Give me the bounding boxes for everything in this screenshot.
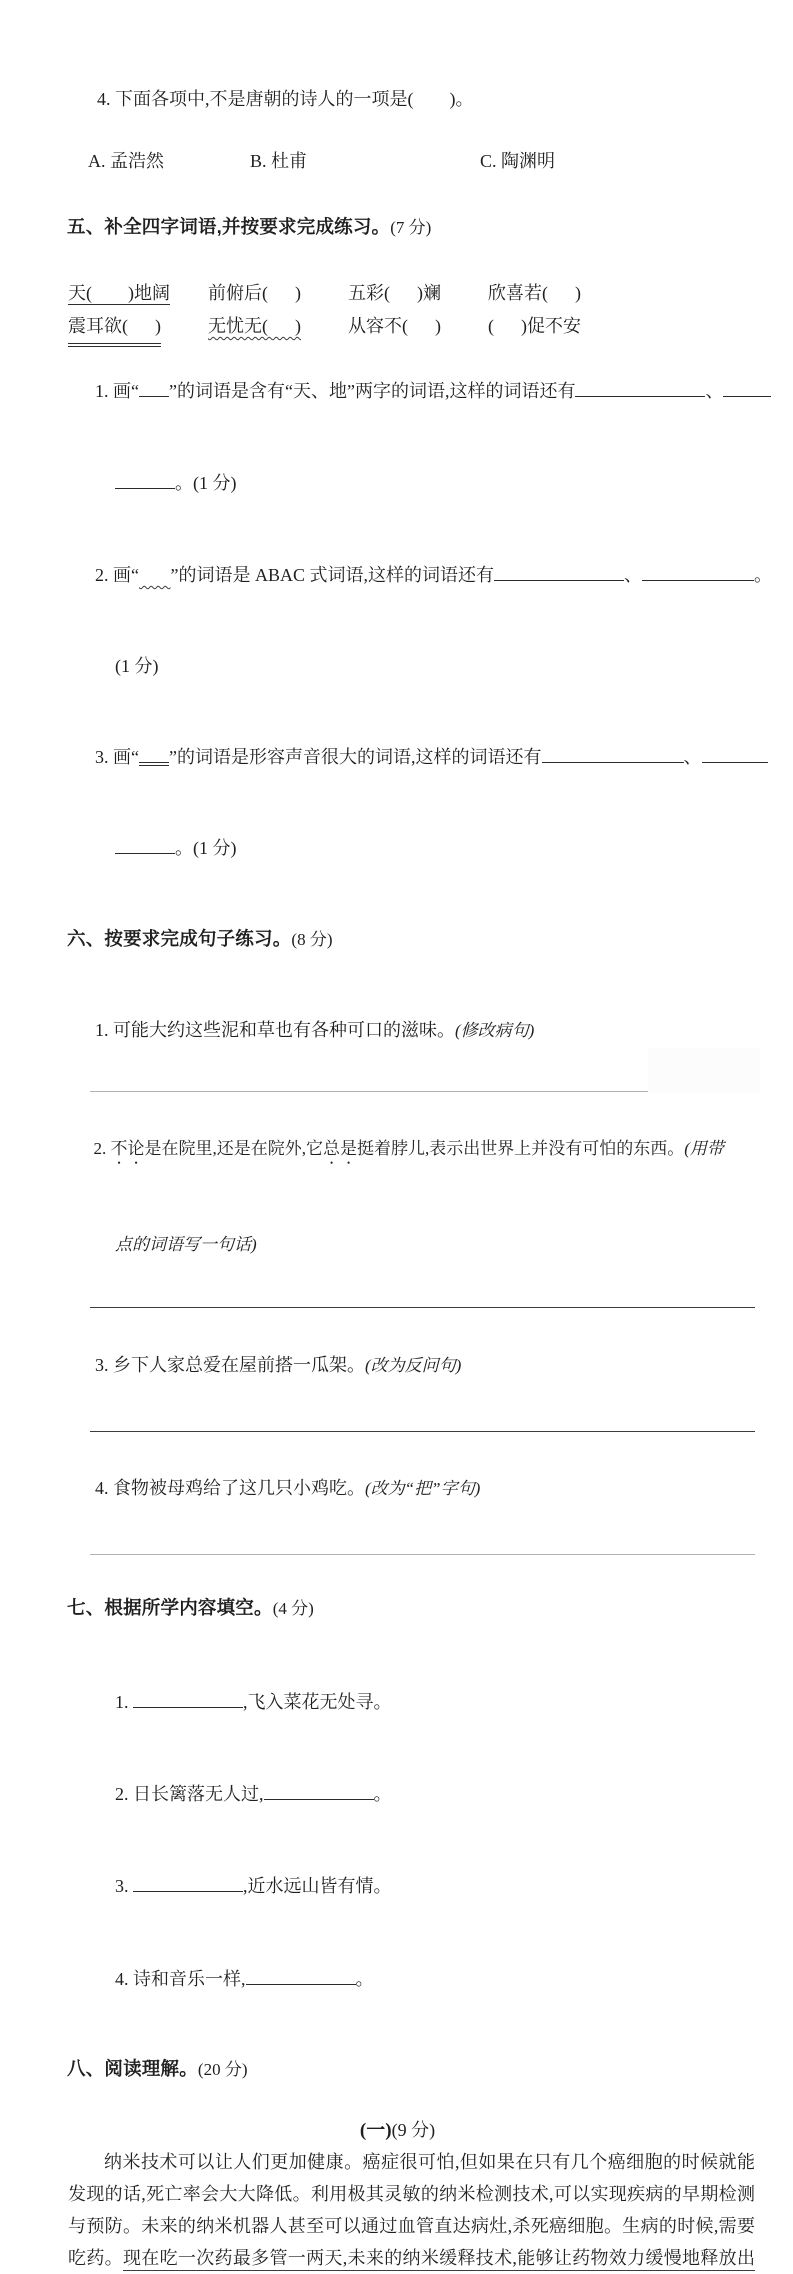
- passage-underlined-sentence: 现在吃一次药最多管一两天,未来的纳米缓释技术,能够让药物效力缓慢地释放出: [123, 2248, 755, 2271]
- sec7-item3-post: ,近水远山皆有情。: [243, 1876, 392, 1896]
- sec5-item2-post: ”的词语是 ABAC 式词语,这样的词语还有: [170, 565, 494, 585]
- answer-blank: [575, 378, 705, 397]
- idiom-xinxi: 欣喜若( ): [488, 283, 581, 303]
- period: 。: [754, 565, 772, 585]
- sec5-item-2: [68, 530, 772, 620]
- sec5-item3-post: ”的词语是形容声音很大的词语,这样的词语还有: [169, 747, 542, 767]
- section-5-score: (7 分): [390, 218, 432, 237]
- reading-part-heading: [40, 2115, 755, 2146]
- worksheet-content: [40, 0, 772, 2274]
- separator: 、: [624, 565, 642, 585]
- passage-line-1: 纳米技术可以让人们更加健康。癌症很可怕,但如果在只有几个癌细胞的时候就能: [104, 2152, 755, 2172]
- double-line-mark: [139, 745, 169, 763]
- sec5-item2-score: (1 分): [115, 656, 159, 676]
- answer-blank: [542, 744, 684, 763]
- sec5-item-1: [68, 346, 755, 436]
- emphasized-word: 总是: [323, 1139, 357, 1158]
- idiom-cell: [68, 310, 208, 344]
- sec6-item1-text: 1. 可能大约这些泥和草也有各种可口的滋味。: [95, 1020, 455, 1040]
- sec5-item1-pre: 1. 画“: [95, 381, 139, 401]
- sec7-item-4: [88, 1934, 755, 2024]
- section-6-header: [40, 894, 755, 985]
- section-6-score: (8 分): [291, 930, 333, 949]
- idiom-congrong: 从容不( ): [348, 316, 441, 336]
- idiom-wuyouwu: 无忧无( ): [208, 316, 301, 336]
- answer-blank: [642, 562, 754, 581]
- question-4-options: [88, 146, 755, 176]
- idiom-wucai: 五彩( )斓: [348, 283, 441, 303]
- separator: 、: [705, 381, 724, 401]
- answer-line: [90, 1431, 755, 1432]
- sec6-item4-text: 4. 食物被母鸡给了这几只小鸡吃。: [95, 1478, 365, 1498]
- sec6-item2-rest: 挺着脖儿,表示出世界上并没有可怕的东西。: [357, 1139, 685, 1158]
- part-score: (9 分): [391, 2120, 436, 2140]
- sec7-item1-post: ,飞入菜花无处寻。: [243, 1692, 392, 1712]
- idiom-cubuan: ( )促不安: [488, 316, 581, 336]
- section-6-title: 六、按要求完成句子练习。: [67, 928, 292, 949]
- sec7-item2-post: 。: [373, 1784, 392, 1804]
- sec7-item-2: [88, 1749, 755, 1839]
- option-b: B. 杜甫: [250, 151, 308, 171]
- idiom-cell: [488, 310, 581, 344]
- question-4-text: 4. 下面各项中,不是唐朝的诗人的一项是( )。: [97, 89, 474, 109]
- idiom-cell: [348, 310, 488, 344]
- sec6-item3-text: 3. 乡下人家总爱在屋前搭一瓜架。: [95, 1355, 365, 1375]
- section-7-title: 七、根据所学内容填空。: [67, 1597, 273, 1618]
- section-8-score: (20 分): [197, 2060, 248, 2079]
- separator: 、: [683, 747, 702, 767]
- sec7-item4-post: 。: [355, 1969, 374, 1989]
- sec5-item-3: [68, 712, 755, 802]
- sec6-item2-instruction-end: 点的词语写一句话): [115, 1235, 257, 1254]
- answer-blank: [115, 835, 175, 854]
- sec6-item4-instruction: (改为“把”字句): [365, 1479, 481, 1498]
- part-number: (一): [359, 2120, 392, 2141]
- idiom-cell: [208, 310, 348, 344]
- solid-line-mark: [139, 379, 169, 397]
- section-7-score: (4 分): [272, 1599, 314, 1618]
- sec6-item2-mid: 是在院里,还是在院外,它: [144, 1139, 323, 1158]
- sec5-item-3-cont: [88, 803, 755, 893]
- idiom-cell: [348, 277, 488, 309]
- sec6-item-3: [68, 1320, 755, 1411]
- section-8-title: 八、阅读理解。: [67, 2058, 198, 2079]
- sec5-item2-pre: 2. 画“: [95, 565, 139, 585]
- sec6-item2-number: 2.: [93, 1139, 111, 1158]
- emphasized-word: 不论: [110, 1139, 145, 1158]
- sec7-item-1: [88, 1657, 755, 1747]
- answer-blank: [246, 1966, 356, 1985]
- sec5-item1-post: ”的词语是含有“天、地”两字的词语,这样的词语还有: [169, 381, 576, 401]
- section-5-header: [40, 182, 755, 273]
- sec7-item2-pre: 2. 日长篱落无人过,: [115, 1784, 264, 1804]
- scan-artifact: [648, 1048, 760, 1094]
- answer-line: [90, 1554, 755, 1555]
- period: 。: [175, 473, 193, 493]
- idiom-cell: [488, 277, 581, 309]
- answer-blank: [133, 1873, 243, 1892]
- passage-line-4: [68, 2242, 755, 2274]
- answer-blank: [133, 1689, 243, 1708]
- idiom-cell: [68, 277, 208, 309]
- option-c: C. 陶渊明: [480, 151, 556, 171]
- idiom-qianfu: 前俯后( ): [208, 283, 301, 303]
- passage-line-3: 与预防。未来的纳米机器人甚至可以通过血管直达病灶,杀死癌细胞。生病的时候,需要: [68, 2216, 755, 2236]
- answer-blank: [264, 1781, 374, 1800]
- question-4: [70, 54, 755, 144]
- idiom-zheneryu: 震耳欲( ): [68, 310, 161, 344]
- sec5-item3-pre: 3. 画“: [95, 747, 139, 767]
- section-7-header: [40, 1563, 755, 1654]
- sec5-item-1-cont: [88, 438, 755, 528]
- period: 。: [175, 838, 193, 858]
- section-8-header: [40, 2024, 755, 2115]
- idiom-tian-di: 天( )地阔: [68, 283, 170, 303]
- answer-line: [90, 1307, 755, 1308]
- sec6-item2-instruction-start: (用带: [684, 1139, 724, 1158]
- answer-blank: [723, 378, 771, 397]
- answer-blank: [115, 470, 175, 489]
- sec6-item-2-cont: [88, 1199, 755, 1290]
- sec7-item3-pre: 3.: [115, 1876, 133, 1896]
- sec7-item4-pre: 4. 诗和音乐一样,: [115, 1969, 246, 1989]
- section-5-title: 五、补全四字词语,并按要求完成练习。: [67, 216, 391, 237]
- option-a: A. 孟浩然: [88, 151, 164, 171]
- idiom-cell: [208, 277, 348, 309]
- passage-line-4-plain: 吃药。: [68, 2248, 123, 2268]
- answer-blank: [702, 744, 768, 763]
- sec6-item-2: [68, 1104, 755, 1198]
- sec7-item-3: [88, 1841, 755, 1931]
- sec6-item-4: [68, 1443, 755, 1534]
- sec5-item-2-cont: [88, 621, 755, 711]
- sec6-item3-instruction: (改为反问句): [365, 1356, 462, 1375]
- sec7-item1-pre: 1.: [115, 1692, 133, 1712]
- idiom-row-1: [68, 277, 755, 309]
- answer-blank: [494, 562, 624, 581]
- sec6-item1-instruction: (修改病句): [455, 1021, 535, 1040]
- passage-line-2: 发现的话,死亡率会大大降低。利用极其灵敏的纳米检测技术,可以实现疾病的早期检测: [68, 2184, 755, 2204]
- sec5-item3-score: (1 分): [193, 838, 237, 858]
- idiom-row-2: [68, 310, 755, 344]
- sec5-item1-score: (1 分): [193, 473, 237, 493]
- wavy-line-mark: [139, 565, 171, 585]
